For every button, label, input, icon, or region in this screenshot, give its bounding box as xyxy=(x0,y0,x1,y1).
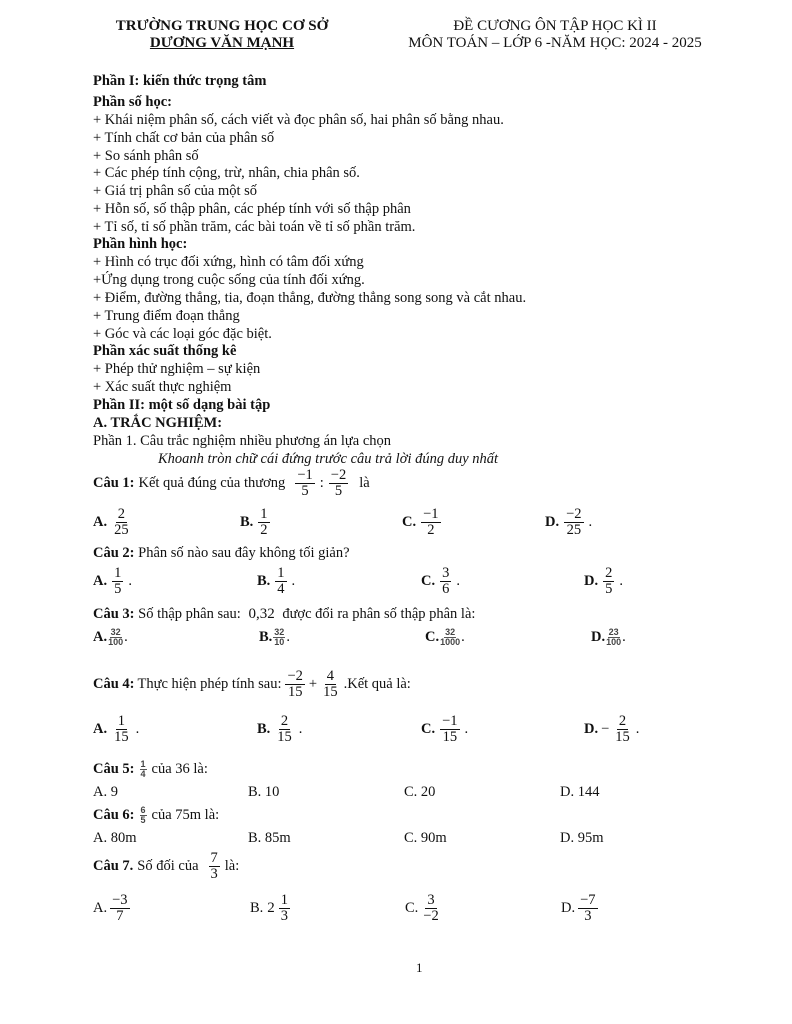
geo-item: + Điểm, đường thẳng, tia, đoạn thẳng, đường thẳng song song và cắt nhau. xyxy=(93,290,527,306)
option-label: C. xyxy=(405,900,419,917)
answer-option-a[interactable] xyxy=(93,628,128,647)
fraction xyxy=(564,507,583,538)
question-7 xyxy=(93,851,239,882)
denominator: 25 xyxy=(566,522,582,539)
answer-option-b[interactable]: B. 85m xyxy=(248,830,291,846)
denominator: 15 xyxy=(277,729,292,746)
question-4 xyxy=(93,669,411,700)
denominator: 5 xyxy=(301,483,309,500)
answer-option-b[interactable] xyxy=(240,507,271,538)
question-text: Kết quả đúng của thương xyxy=(138,475,286,492)
answer-option-a[interactable] xyxy=(93,566,132,597)
section-a-heading: A. TRẮC NGHIỆM: xyxy=(93,415,223,431)
option-label: C. xyxy=(425,629,440,645)
question-text: của 36 là: xyxy=(151,761,208,777)
denominator: 100 xyxy=(108,637,124,647)
denominator: 15 xyxy=(615,729,630,746)
question-text: Số thập phân sau: xyxy=(138,606,241,622)
denominator: 5 xyxy=(334,483,343,500)
option-label: B. xyxy=(257,573,271,590)
arith-item: + Hỗn số, số thập phân, các phép tính với số thập phân xyxy=(93,201,411,217)
minus-sign: − xyxy=(601,721,610,738)
answer-option-b[interactable] xyxy=(257,566,295,597)
option-label: D. xyxy=(545,514,560,531)
answer-option-a[interactable] xyxy=(93,714,139,745)
denominator: 100 xyxy=(606,637,622,647)
option-label: C. xyxy=(421,721,436,738)
operator: : xyxy=(319,475,324,492)
punctuation: . xyxy=(291,573,296,590)
question-text: Số đối của xyxy=(137,858,199,875)
answer-option-d[interactable] xyxy=(591,628,626,647)
fraction xyxy=(112,507,131,538)
fraction xyxy=(440,566,451,597)
answer-option-d[interactable] xyxy=(584,566,623,597)
option-label: C. xyxy=(402,514,417,531)
punctuation: . xyxy=(286,629,290,645)
part2-heading: Phần II: một số dạng bài tập xyxy=(93,397,271,413)
page-number: 1 xyxy=(416,960,423,975)
fraction xyxy=(606,628,621,647)
question-label: Câu 7. xyxy=(93,858,134,875)
arith-item: + Tính chất cơ bản của phân số xyxy=(93,130,275,146)
school-line-1: TRƯỜNG TRUNG HỌC CƠ SỞ xyxy=(115,18,329,34)
denominator: 3 xyxy=(210,866,218,883)
numerator: 1 xyxy=(140,759,146,769)
arith-item: + Tỉ số, tỉ số phần trăm, các bài toán về tỉ số phần trăm. xyxy=(93,219,416,235)
question-tail: là: xyxy=(224,858,240,875)
fraction xyxy=(285,669,304,700)
denominator: 15 xyxy=(323,684,338,701)
arith-item: + Giá trị phân số của một số xyxy=(93,183,258,199)
punctuation: . xyxy=(298,721,303,738)
question-label: Câu 6: xyxy=(93,807,135,823)
question-label: Câu 2: xyxy=(93,545,135,561)
answer-option-a[interactable] xyxy=(93,507,132,538)
fraction xyxy=(140,760,147,779)
denominator: 2 xyxy=(427,522,435,539)
denominator: 6 xyxy=(442,581,450,598)
title-line-2: MÔN TOÁN – LỚP 6 -NĂM HỌC: 2024 - 2025 xyxy=(408,35,702,51)
denominator: 15 xyxy=(442,729,458,746)
denominator: 2 xyxy=(260,522,268,539)
answer-option-b[interactable]: B. 10 xyxy=(248,784,280,800)
numerator: 1 xyxy=(117,713,125,729)
fraction xyxy=(275,566,286,597)
question-tail: là xyxy=(359,475,370,492)
answer-option-c[interactable] xyxy=(421,566,460,597)
punctuation: . xyxy=(635,721,640,738)
fraction xyxy=(578,893,597,924)
numerator: 3 xyxy=(442,565,450,581)
geo-item: + Hình có trục đối xứng, hình có tâm đối xứng xyxy=(93,254,364,270)
question-text: của 75m là: xyxy=(151,807,220,823)
denominator: 4 xyxy=(140,769,146,779)
numerator: 2 xyxy=(280,713,289,729)
question-2 xyxy=(93,545,350,562)
numerator: 2 xyxy=(618,713,627,729)
question-label: Câu 5: xyxy=(93,761,135,777)
punctuation: . xyxy=(128,573,132,590)
school-name xyxy=(92,18,352,52)
punctuation: . xyxy=(124,629,128,645)
option-label: D. xyxy=(584,573,599,590)
answer-option-d[interactable] xyxy=(584,714,639,745)
answer-option-a[interactable] xyxy=(93,893,131,924)
numerator: −1 xyxy=(442,713,458,729)
numerator: −2 xyxy=(566,506,582,522)
numerator: 1 xyxy=(277,565,285,581)
denominator: 25 xyxy=(114,522,129,539)
stat-item: + Phép thử nghiệm – sự kiện xyxy=(93,361,261,377)
fraction xyxy=(140,806,147,825)
option-label: B. xyxy=(250,900,264,917)
arith-item: + Các phép tính cộng, trừ, nhân, chia phân số. xyxy=(93,165,360,181)
fraction xyxy=(295,468,314,499)
question-label: Câu 3: xyxy=(93,606,135,622)
fraction xyxy=(321,669,340,700)
question-label: Câu 1: xyxy=(93,475,135,492)
question-5 xyxy=(93,760,208,779)
option-label: D. xyxy=(561,900,576,917)
punctuation: . xyxy=(461,629,465,645)
question-tail: .Kết quả là: xyxy=(343,676,411,693)
subsection-heading: Phần 1. Câu trắc nghiệm nhiều phương án lựa chọn xyxy=(93,433,392,449)
answer-option-c[interactable] xyxy=(421,714,468,745)
numerator: −7 xyxy=(580,892,596,908)
option-label: A. xyxy=(93,573,108,590)
numerator: −1 xyxy=(297,467,313,483)
question-1 xyxy=(93,468,370,499)
fraction xyxy=(613,714,632,745)
fraction xyxy=(421,507,440,538)
denominator: 1000 xyxy=(440,637,461,647)
question-6 xyxy=(93,806,219,825)
numerator: 2 xyxy=(605,565,613,581)
numerator: −2 xyxy=(287,668,303,684)
title-line-1: ĐỀ CƯƠNG ÔN TẬP HỌC KÌ II xyxy=(453,18,657,34)
numerator: 4 xyxy=(326,668,334,684)
answer-option-a[interactable]: A. 80m xyxy=(93,830,137,846)
option-label: D. xyxy=(584,721,599,738)
fraction xyxy=(108,628,123,647)
punctuation: . xyxy=(456,573,460,590)
numerator: 1 xyxy=(260,506,268,522)
answer-option-c[interactable] xyxy=(402,507,442,538)
denominator: 5 xyxy=(114,581,122,598)
fraction xyxy=(258,507,269,538)
stat-item: + Xác suất thực nghiệm xyxy=(93,379,232,395)
fraction xyxy=(209,851,220,882)
numerator: 3 xyxy=(427,892,435,908)
fraction xyxy=(112,566,123,597)
answer-option-c[interactable] xyxy=(405,893,442,924)
geo-item: + Góc và các loại góc đặc biệt. xyxy=(93,326,272,342)
option-label: A. xyxy=(93,721,108,738)
fraction xyxy=(440,628,460,647)
punctuation: . xyxy=(622,629,626,645)
option-label: C. xyxy=(421,573,436,590)
numerator: 32 xyxy=(445,627,456,637)
instruction: Khoanh tròn chữ cái đứng trước câu trả lời đúng duy nhất xyxy=(158,451,499,467)
mixed-whole: 2 xyxy=(267,900,275,917)
geo-item: + Trung điểm đoạn thẳng xyxy=(93,308,240,324)
answer-option-b[interactable] xyxy=(257,714,302,745)
numerator: 1 xyxy=(280,892,289,908)
decimal-number: 0,32 xyxy=(248,606,275,622)
punctuation: . xyxy=(588,514,593,531)
fraction xyxy=(329,468,348,499)
numerator: 23 xyxy=(608,627,619,637)
denominator: −2 xyxy=(423,908,439,925)
numerator: 1 xyxy=(114,565,122,581)
part1-heading: Phần I: kiến thức trọng tâm xyxy=(93,73,267,89)
answer-option-b[interactable] xyxy=(259,628,290,647)
denominator: 3 xyxy=(280,908,289,925)
document-title xyxy=(390,18,720,52)
numerator: 6 xyxy=(140,805,146,815)
answer-option-d[interactable] xyxy=(561,893,599,924)
fraction xyxy=(112,714,131,745)
punctuation: . xyxy=(135,721,140,738)
punctuation: . xyxy=(619,573,623,590)
option-label: D. xyxy=(591,629,606,645)
option-label: B. xyxy=(259,629,273,645)
fraction xyxy=(603,566,614,597)
fraction xyxy=(421,893,440,924)
operator: + xyxy=(308,676,318,693)
question-text: Phân số nào sau đây không tối giản? xyxy=(138,545,350,561)
fraction xyxy=(275,714,294,745)
answer-option-c[interactable]: C. 90m xyxy=(404,830,447,846)
denominator: 15 xyxy=(114,729,129,746)
option-label: B. xyxy=(240,514,254,531)
numerator: 2 xyxy=(117,506,125,522)
numerator: 32 xyxy=(110,627,121,637)
denominator: 15 xyxy=(287,684,303,701)
numerator: −3 xyxy=(112,892,128,908)
denominator: 10 xyxy=(274,637,285,647)
geo-heading: Phần hình học: xyxy=(93,236,188,252)
answer-option-b[interactable] xyxy=(250,893,291,924)
fraction xyxy=(279,893,290,924)
denominator: 3 xyxy=(584,908,592,925)
option-label: A. xyxy=(93,629,108,645)
numerator: −1 xyxy=(423,506,439,522)
question-tail: được đổi ra phân số thập phân là: xyxy=(282,606,476,622)
option-label: B. xyxy=(257,721,271,738)
school-line-2: DƯƠNG VĂN MẠNH xyxy=(149,35,295,51)
answer-option-a[interactable]: A. 9 xyxy=(93,784,118,800)
question-text: Thực hiện phép tính sau: xyxy=(137,676,282,693)
geo-item: +Ứng dụng trong cuộc sống của tính đối xứng. xyxy=(93,272,365,288)
answer-option-c[interactable]: C. 20 xyxy=(404,784,436,800)
arith-item: + Khái niệm phân số, cách viết và đọc phân số, hai phân số bằng nhau. xyxy=(93,112,504,128)
denominator: 5 xyxy=(140,815,146,825)
option-label: A. xyxy=(93,900,108,917)
option-label: A. xyxy=(93,514,108,531)
stat-heading: Phần xác suất thống kê xyxy=(93,343,237,359)
punctuation: . xyxy=(464,721,469,738)
fraction xyxy=(110,893,129,924)
fraction xyxy=(273,628,285,647)
answer-option-d[interactable]: D. 144 xyxy=(560,784,600,800)
answer-option-d[interactable] xyxy=(545,507,592,538)
arith-heading: Phần số học: xyxy=(93,94,172,110)
question-3 xyxy=(93,606,475,623)
fraction xyxy=(440,714,459,745)
arith-item: + So sánh phân số xyxy=(93,148,199,164)
numerator: 32 xyxy=(274,627,285,637)
question-label: Câu 4: xyxy=(93,676,135,693)
answer-option-c[interactable] xyxy=(425,628,465,647)
numerator: 7 xyxy=(210,850,218,866)
numerator: −2 xyxy=(330,467,347,483)
denominator: 5 xyxy=(605,581,613,598)
denominator: 4 xyxy=(277,581,285,598)
denominator: 7 xyxy=(116,908,124,925)
answer-option-d[interactable]: D. 95m xyxy=(560,830,604,846)
